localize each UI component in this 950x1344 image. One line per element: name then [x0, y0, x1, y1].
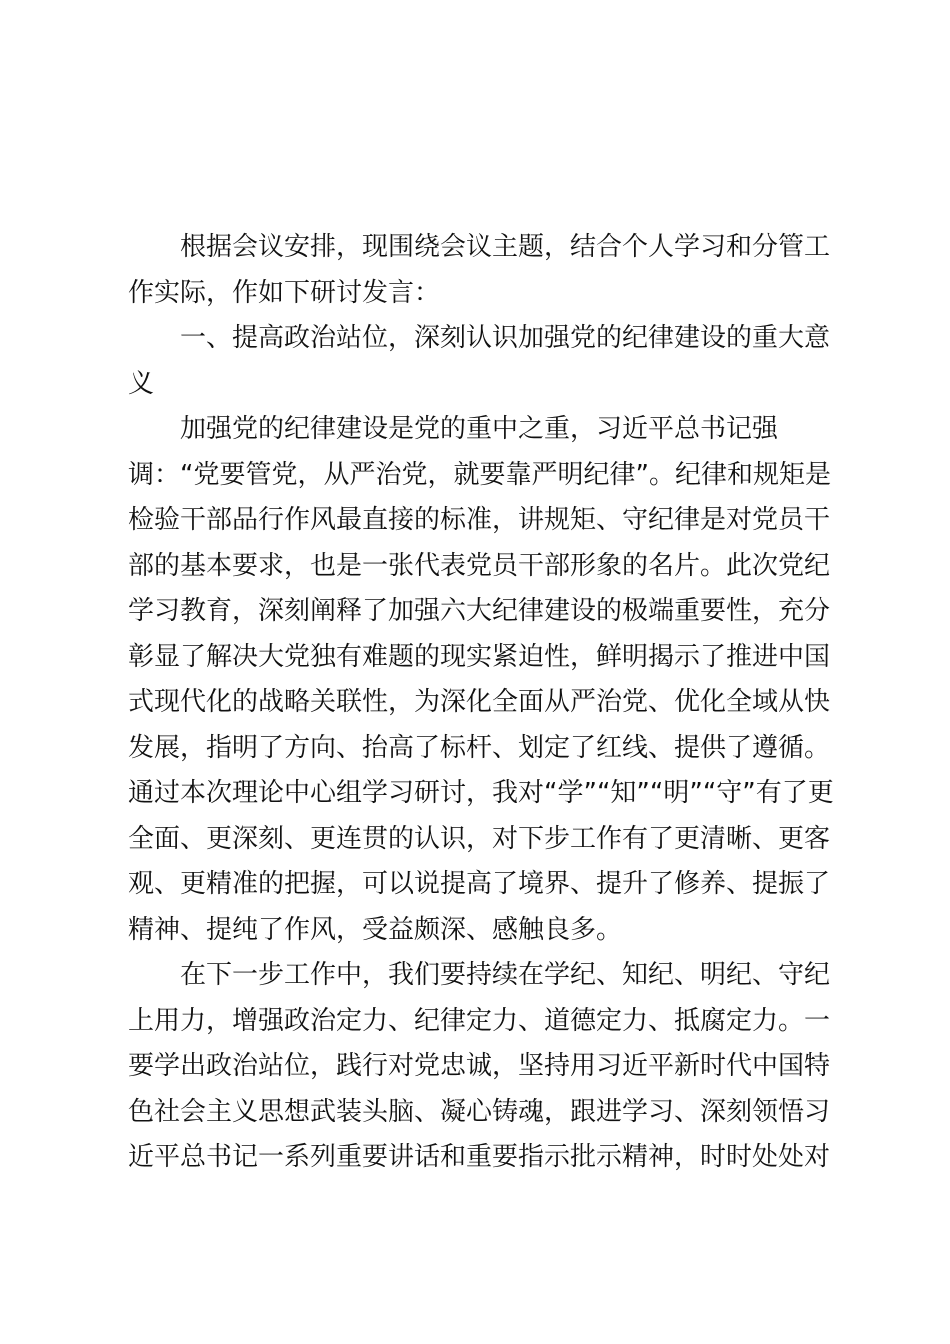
paragraph-intro	[128, 225, 831, 316]
text-line: 调：“党要管党，从严治党，就要靠严明纪律”。纪律和规矩是	[128, 459, 831, 490]
text-line: 全面、更深刻、更连贯的认识，对下步工作有了更清晰、更客	[128, 823, 831, 854]
document-body	[128, 225, 834, 1181]
heading-line: 一、提高政治站位，深刻认识加强党的纪律建设的重大意	[180, 323, 831, 353]
paragraph-body-2	[128, 953, 831, 1181]
text-line: 要学出政治站位，践行对党忠诚，坚持用习近平新时代中国特	[128, 1051, 831, 1081]
text-line: 观、更精准的把握，可以说提高了境界、提升了修养、提振了	[128, 869, 831, 899]
text-line: 部的基本要求，也是一张代表党员干部形象的名片。此次党纪	[128, 550, 831, 581]
text-line: 近平总书记一系列重要讲话和重要指示批示精神，时时处处对	[128, 1142, 831, 1172]
text-line: 作实际，作如下研讨发言：	[128, 277, 441, 308]
text-line: 根据会议安排，现围绕会议主题，结合个人学习和分管工	[180, 232, 831, 262]
text-line: 式现代化的战略关联性，为深化全面从严治党、优化全域从快	[128, 687, 831, 717]
text-line: 上用力，增强政治定力、纪律定力、道德定力、抵腐定力。一	[128, 1005, 831, 1036]
text-line: 检验干部品行作风最直接的标准，讲规矩、守纪律是对党员干	[128, 505, 831, 535]
text-line: 在下一步工作中，我们要持续在学纪、知纪、明纪、守纪	[180, 960, 831, 990]
heading-line: 义	[128, 368, 155, 399]
text-line: 发展，指明了方向、抬高了标杆、划定了红线、提供了遵循。	[128, 732, 831, 763]
text-line: 精神、提纯了作风，受益颇深、感触良多。	[128, 914, 623, 945]
text-line: 加强党的纪律建设是党的重中之重，习近平总书记强	[180, 414, 779, 444]
paragraph-body-1	[128, 407, 834, 953]
text-line: 学习教育，深刻阐释了加强六大纪律建设的极端重要性，充分	[128, 596, 831, 626]
text-line: 通过本次理论中心组学习研讨，我对“学”“知”“明”“守”有了更	[128, 778, 834, 808]
text-line: 色社会主义思想武装头脑、凝心铸魂，跟进学习、深刻领悟习	[128, 1096, 831, 1127]
section-heading-1	[128, 316, 831, 407]
text-line: 彰显了解决大党独有难题的现实紧迫性，鲜明揭示了推进中国	[128, 641, 831, 672]
